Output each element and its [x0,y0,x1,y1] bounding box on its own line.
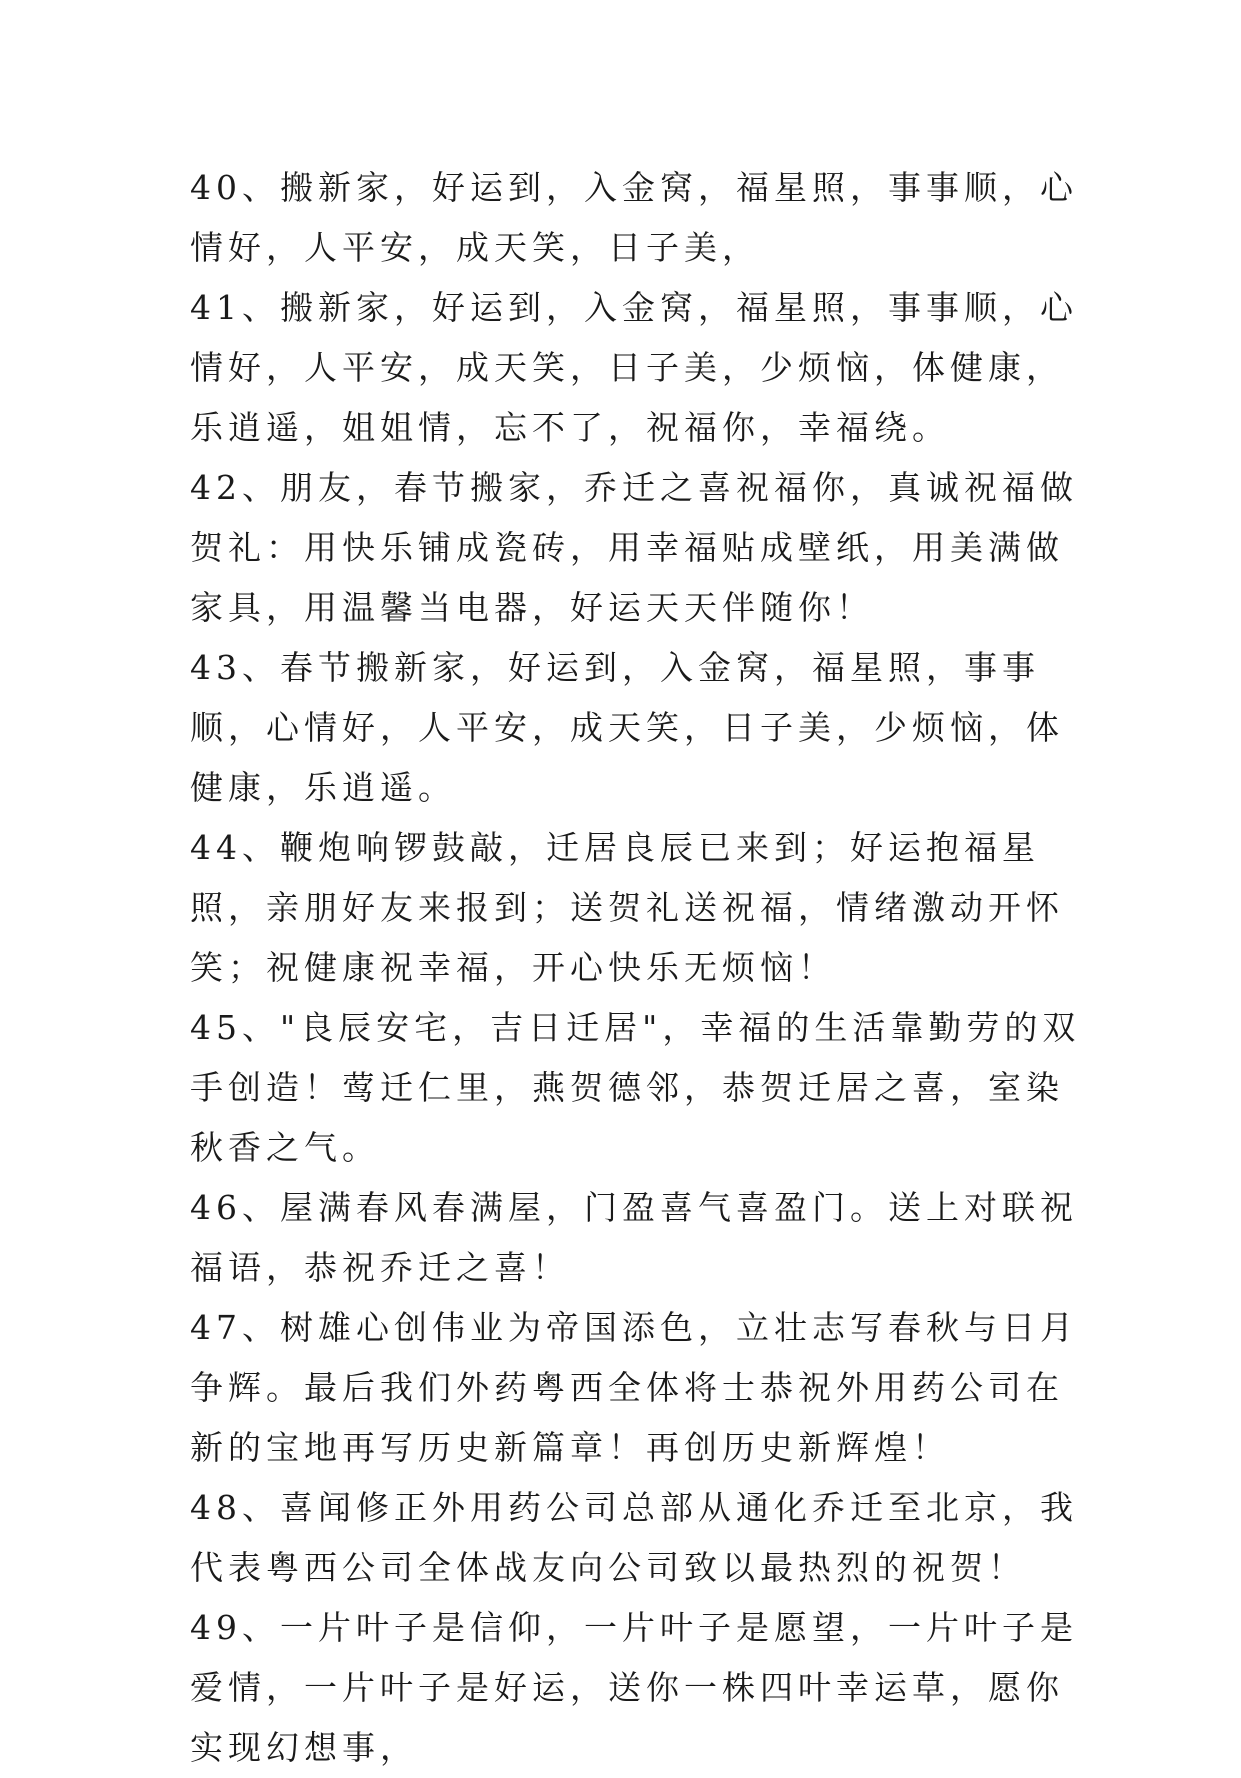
paragraph-43: 43、春节搬新家，好运到，入金窝，福星照，事事顺，心情好，人平安，成天笑，日子美，少烦恼，体健康，乐逍遥。 [190,648,1064,807]
paragraph-47: 47、树雄心创伟业为帝国添色，立壮志写春秋与日月争辉。最后我们外药粤西全体将士恭祝外用药公司在新的宝地再写历史新篇章！再创历史新辉煌！ [190,1308,1078,1467]
paragraph-46: 46、屋满春风春满屋，门盈喜气喜盈门。送上对联祝福语，恭祝乔迁之喜！ [190,1188,1078,1287]
paragraph-41: 41、搬新家，好运到，入金窝，福星照，事事顺，心情好，人平安，成天笑，日子美，少烦恼，体健康，乐逍遥，姐姐情，忘不了，祝福你，幸福绕。 [190,288,1078,447]
paragraph-45: 45、"良辰安宅，吉日迁居"，幸福的生活靠勤劳的双手创造！莺迁仁里，燕贺德邻，恭贺迁居之喜，室染秋香之气。 [190,1008,1081,1167]
paragraph-42: 42、朋友，春节搬家，乔迁之喜祝福你，真诚祝福做贺礼：用快乐铺成瓷砖，用幸福贴成壁纸，用美满做家具，用温馨当电器，好运天天伴随你！ [190,468,1078,627]
paragraph-49: 49、一片叶子是信仰，一片叶子是愿望，一片叶子是爱情，一片叶子是好运，送你一株四叶幸运草，愿你实现幻想事， [190,1608,1078,1767]
paragraph-40: 40、搬新家，好运到，入金窝，福星照，事事顺，心情好，人平安，成天笑，日子美， [190,168,1078,267]
document-body [190,158,1090,1778]
paragraph-44: 44、鞭炮响锣鼓敲，迁居良辰已来到；好运抱福星照，亲朋好友来报到；送贺礼送祝福，情绪激动开怀笑；祝健康祝幸福，开心快乐无烦恼！ [190,828,1064,987]
paragraph-48: 48、喜闻修正外用药公司总部从通化乔迁至北京，我代表粤西公司全体战友向公司致以最热烈的祝贺！ [190,1488,1078,1587]
